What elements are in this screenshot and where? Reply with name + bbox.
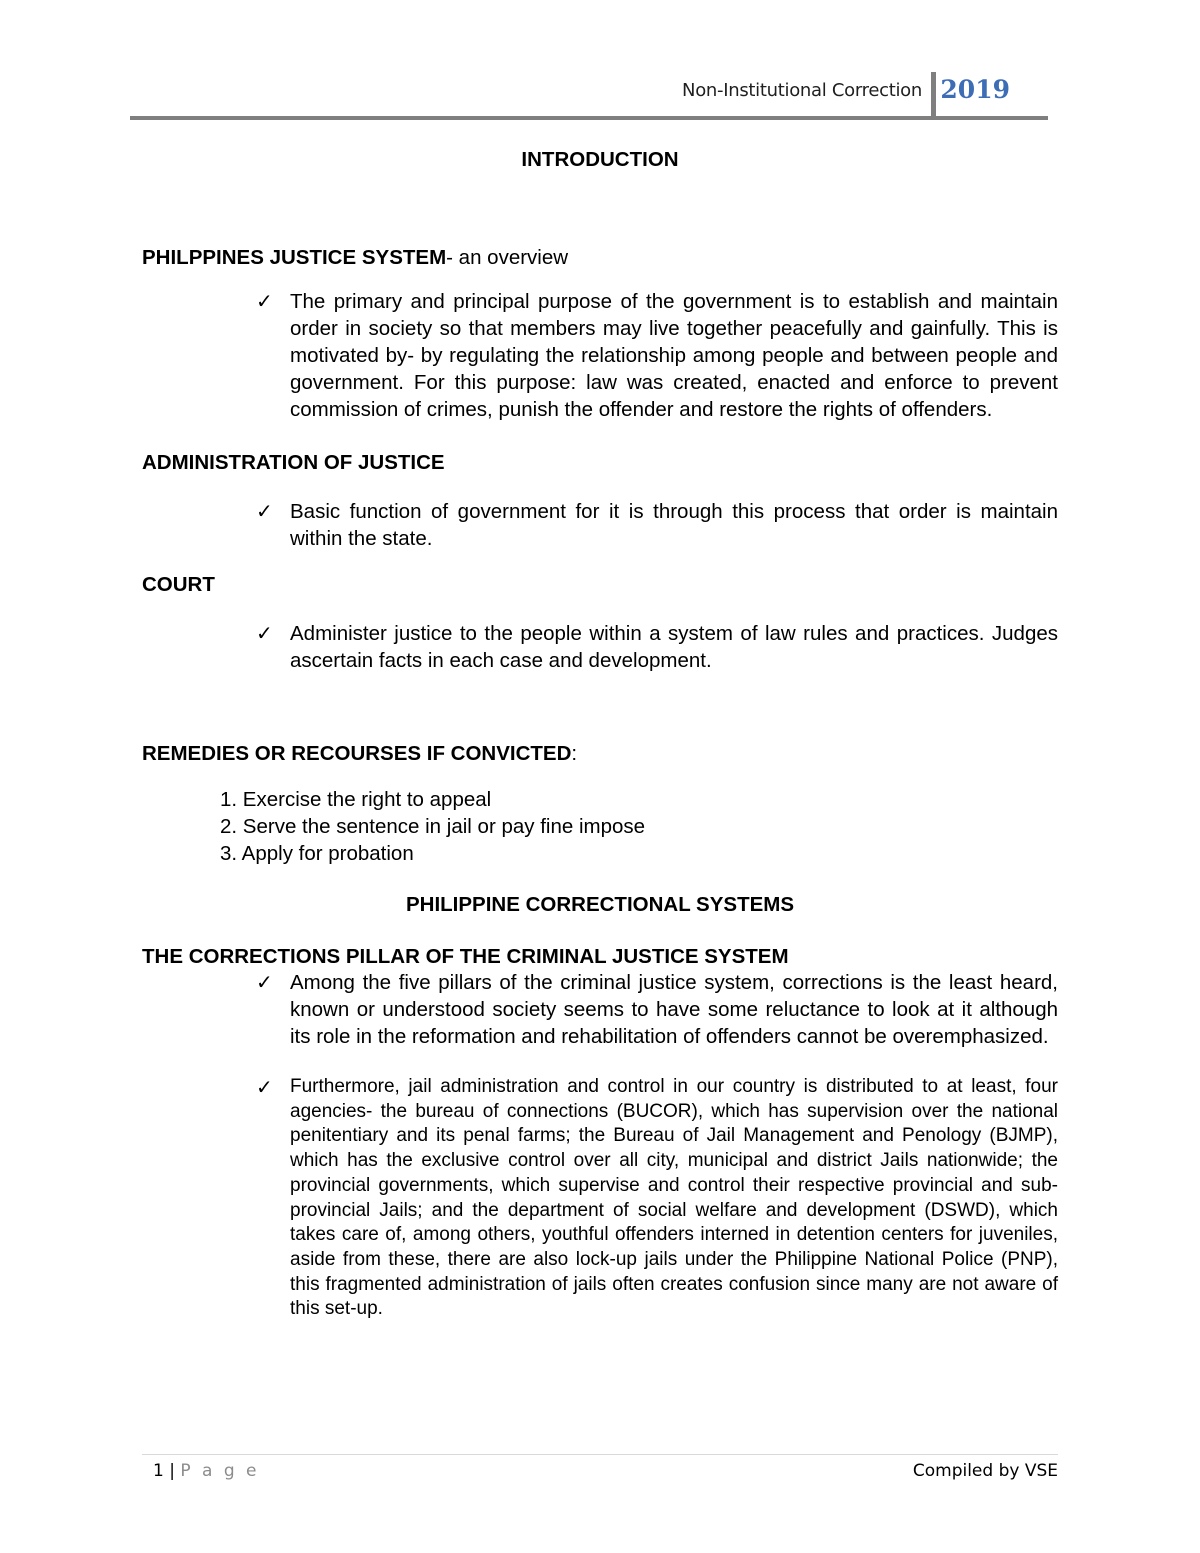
list-item: ✓ Basic function of government for it is through this process that order is maintain within the state. <box>256 499 1058 550</box>
list-item: ✓ Furthermore, jail administration and control in our country is distributed to at least, four agencies- the bureau of connections (BUCOR), which has supervision over the national penitentiary and its penal farms; the Bureau of Jail Management and Penology (BJMP), which has the exclusive control over all city, municipal and district Jails nationwide; the provincial governments, which supervise and control their respective provincial and sub-provincial Jails; and the department of social welfare and development (DSWD), which takes care of, among others, youthful offenders interned in detention centers for juveniles, aside from these, there are also lock-up jails under the Philippine National Police (PNP), this fragmented administration of jails often creates confusion since many are not aware of this set-up. <box>256 1075 1058 1320</box>
header-year: 2019 <box>940 75 1010 104</box>
checkmark-icon: ✓ <box>256 289 273 313</box>
checkmark-icon: ✓ <box>256 499 273 523</box>
list-item: ✓ Among the five pillars of the criminal justice system, corrections is the least heard, known or understood society seems to have some reluctance to look at it although its role in the reformation and rehabilitation of offenders cannot be overemphasized. <box>256 970 1058 1048</box>
page-number: 1 | P a g e <box>153 1461 260 1481</box>
administration-heading: ADMINISTRATION OF JUSTICE <box>142 451 445 474</box>
numbered-item: 3. Apply for probation <box>220 842 414 865</box>
header-title: Non-Institutional Correction <box>682 80 922 101</box>
correctional-systems-title: PHILIPPINE CORRECTIONAL SYSTEMS <box>405 893 795 916</box>
intro-title: INTRODUCTION <box>521 148 679 171</box>
corrections-pillar-heading: THE CORRECTIONS PILLAR OF THE CRIMINAL JUSTICE SYSTEM <box>142 945 789 968</box>
remedies-heading: REMEDIES OR RECOURSES IF CONVICTED: <box>142 742 578 765</box>
header-separator <box>931 72 936 118</box>
page-header <box>130 68 1048 122</box>
checkmark-icon: ✓ <box>256 970 273 994</box>
checkmark-icon: ✓ <box>256 1075 273 1099</box>
document-body <box>142 148 1058 1322</box>
numbered-item: 2. Serve the sentence in jail or pay fine impose <box>220 815 646 838</box>
checkmark-icon: ✓ <box>256 621 273 645</box>
header-rule <box>130 116 1048 120</box>
justice-system-heading-suffix: - an overview <box>446 246 569 269</box>
numbered-item: 1. Exercise the right to appeal <box>220 788 492 811</box>
list-item: ✓ Administer justice to the people within a system of law rules and practices. Judges ascertain facts in each case and development. <box>256 621 1058 672</box>
list-item: ✓ The primary and principal purpose of the government is to establish and maintain order in society so that members may live together peacefully and gainfully. This is motivated by- by regulating the relationship among people and between people and government. For this purpose: law was created, enacted and enforce to prevent commission of crimes, punish the offender and restore the rights of offenders. <box>256 289 1058 421</box>
footer-rule <box>142 1454 1058 1455</box>
compiled-by: Compiled by VSE <box>912 1461 1058 1481</box>
page-label: P a g e <box>180 1461 260 1481</box>
court-heading: COURT <box>142 573 215 596</box>
justice-system-heading: PHILPPINES JUSTICE SYSTEM- an overview <box>142 246 569 269</box>
